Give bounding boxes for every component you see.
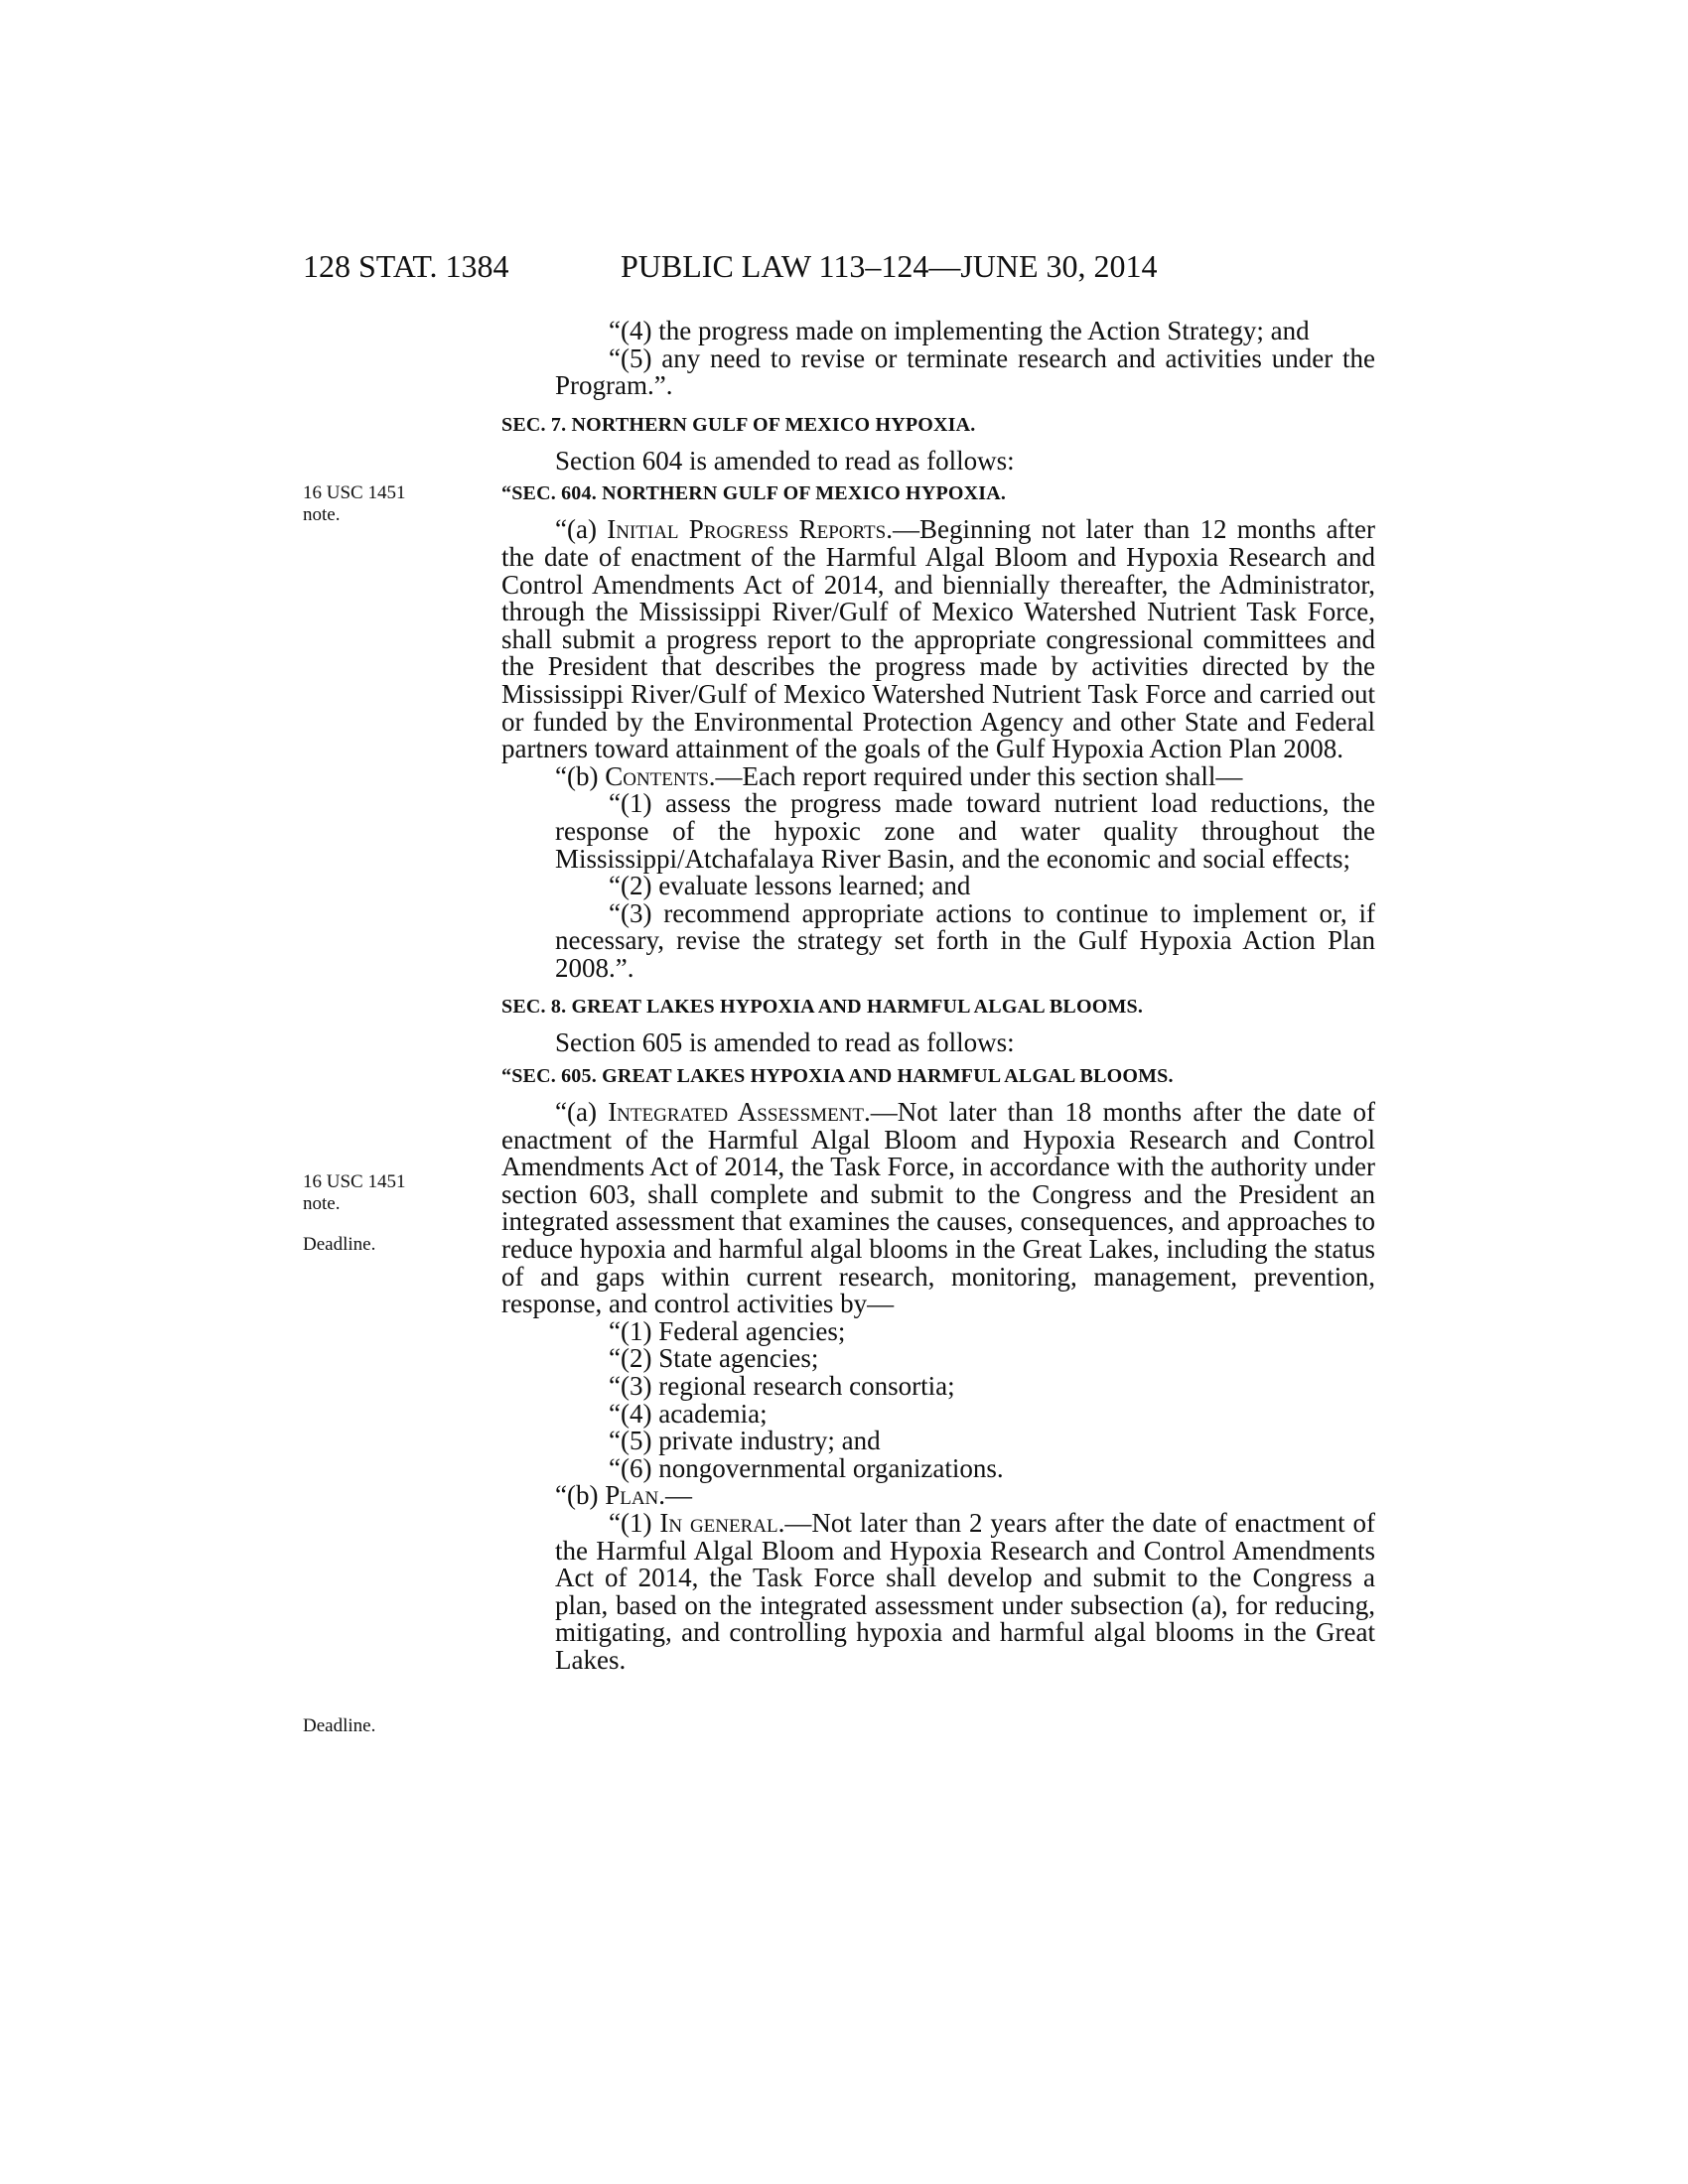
list-item: “(2) State agencies; <box>609 1343 819 1374</box>
paragraph-604-b-2: “(2) evaluate lessons learned; and <box>609 871 971 901</box>
paragraph-item-4: “(4) the progress made on implementing the Action Strategy; and <box>609 316 1310 345</box>
paragraph-item-5: “(5) any need to revise or terminate research and activities under the Program.”. <box>555 342 1375 401</box>
subsection-605-b: “(b) Plan.— <box>555 1480 693 1511</box>
section-605-heading: “SEC. 605. GREAT LAKES HYPOXIA AND HARMFUL ALGAL BLOOMS. <box>501 1065 1174 1088</box>
list-item: “(3) regional research consortia; <box>609 1371 955 1401</box>
margin-note-deadline-2: Deadline. <box>303 1715 376 1736</box>
running-header-title: PUBLIC LAW 113–124—JUNE 30, 2014 <box>621 248 1158 284</box>
section-604-heading: “SEC. 604. NORTHERN GULF OF MEXICO HYPOXIA. <box>501 482 1007 505</box>
subsection-title: Contents <box>605 760 709 791</box>
statute-body <box>501 318 1375 1675</box>
subsection-605-a: “(a) Integrated Assessment.—Not later than 18 months after the date of enactment of the Harmful Algal Bloom and Hypoxia Research and Control Amendments Act of 2014, the Task Force, in accordance with the authority under section 603, shall complete and submit to the Congress and the President an integrated assessment that examines the causes, consequences, and approaches to reduce hypoxia and harmful algal blooms in the Great Lakes, including the status of and gaps within current research, monitoring, management, prevention, response, and control activities by— <box>501 1097 1375 1319</box>
list-item: “(6) nongovernmental organizations. <box>609 1452 1004 1483</box>
list-item: “(4) academia; <box>609 1398 768 1429</box>
section-7-heading: SEC. 7. NORTHERN GULF OF MEXICO HYPOXIA. <box>501 413 976 436</box>
margin-note-usc-1: 16 USC 1451 note. <box>303 482 406 525</box>
statute-page-number: 128 STAT. 1384 <box>303 248 509 284</box>
subsection-604-a: “(a) Initial Progress Reports.—Beginning not later than 12 months after the date of enactment of the Harmful Algal Bloom and Hypoxia Research and Control Amendments Act of 2014, and biennially thereafter, the Administrator, through the Mississippi River/Gulf of Mexico Watershed Nutrient Task Force, shall submit a progress report to the appropriate congressional committees and the President that describes the progress made by activities directed by the Mississippi River/Gulf of Mexico Watershed Nutrient Task Force and carried out or funded by the Environmental Protection Agency and other State and Federal partners toward attainment of the goals of the Gulf Hypoxia Action Plan 2008. <box>501 514 1376 764</box>
section-605-intro: Section 605 is amended to read as follows: <box>555 1027 1015 1058</box>
subsection-604-b: “(b) Contents.—Each report required under this section shall— <box>555 760 1243 791</box>
paragraph-title: In general <box>659 1507 778 1538</box>
subsection-title: Integrated Assessment <box>608 1097 864 1128</box>
paragraph-605-b-1: “(1) In general.—Not later than 2 years after the date of enactment of the Harmful Algal Bloom and Hypoxia Research and Control Amendments Act of 2014, the Task Force shall develop and submit to the Congress a plan, based on the integrated assessment under subsection (a), for reducing, mitigating, and controlling hypoxia and harmful algal blooms in the Great Lakes. <box>555 1507 1375 1675</box>
margin-note-deadline-1: Deadline. <box>303 1234 376 1255</box>
entity-list <box>501 1315 1375 1483</box>
subsection-title: Plan <box>605 1480 659 1511</box>
list-item: “(1) Federal agencies; <box>609 1315 846 1346</box>
list-item: “(5) private industry; and <box>609 1426 881 1456</box>
paragraph-604-b-1: “(1) assess the progress made toward nutrient load reductions, the response of the hypoxic zone and water quality throughout the Mississippi/Atchafalaya River Basin, and the economic and social effects; <box>555 788 1375 874</box>
section-8-heading: SEC. 8. GREAT LAKES HYPOXIA AND HARMFUL ALGAL BLOOMS. <box>501 996 1144 1019</box>
section-604-intro: Section 604 is amended to read as follows: <box>555 445 1015 476</box>
paragraph-604-b-3: “(3) recommend appropriate actions to continue to implement or, if necessary, revise the strategy set forth in the Gulf Hypoxia Action Plan 2008.”. <box>555 897 1375 983</box>
subsection-title: Initial Progress Reports <box>607 514 887 545</box>
margin-note-usc-2: 16 USC 1451 note. <box>303 1171 406 1214</box>
